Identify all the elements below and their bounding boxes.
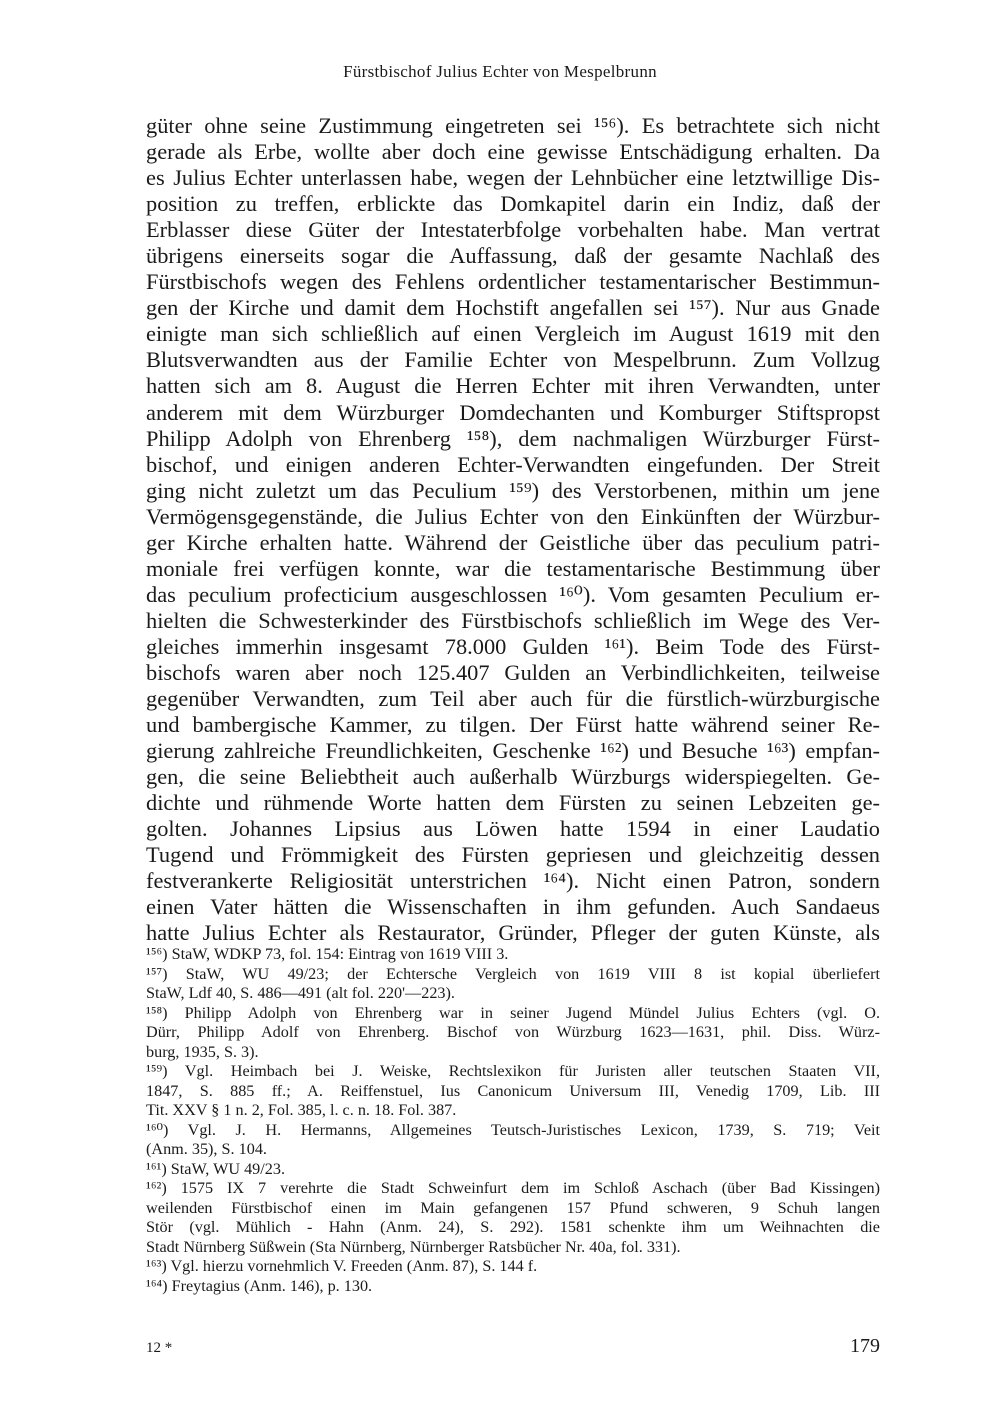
text-line: ger Kirche erhalten hatte. Während der Geistliche über das peculium patri- [146,529,880,555]
footnote-line: ¹⁶²) 1575 IX 7 verehrte die Stadt Schweinfurt dem im Schloß Aschach (über Bad Kissingen) [146,1179,880,1197]
footnote-line: Dürr, Philipp Adolf von Ehrenberg. Bischof von Würzburg 1623—1631, phil. Diss. Würz- [146,1023,880,1041]
text-line: Blutsverwandten aus der Familie Echter von Mespelbrunn. Zum Vollzug [146,347,880,373]
text-line: festverankerte Religiosität unterstrichen ¹⁶⁴). Nicht einen Patron, sondern [146,868,880,894]
text-line: Vermögensgegenstände, die Julius Echter von den Einkünften der Würzbur- [146,503,880,529]
text-line: ging nicht zuletzt um das Peculium ¹⁵⁹) des Verstorbenen, mithin um jene [146,477,880,503]
footnote-line: Stör (vgl. Mühlich - Hahn (Anm. 24), S. 292). 1581 schenkte ihm um Weihnachten die [146,1218,880,1236]
text-line: dichte und rühmende Worte hatten dem Fürsten zu seinen Lebzeiten ge- [146,790,880,816]
text-line: gleiches immerhin insgesamt 78.000 Gulden ¹⁶¹). Beim Tode des Fürst- [146,633,880,659]
text-line: gerade als Erbe, wollte aber doch eine gewisse Entschädigung erhalten. Da [146,139,880,165]
text-line: Fürstbischofs wegen des Fehlens ordentlicher testamentarischer Bestimmun- [146,269,880,295]
text-line: Erblasser diese Güter der Intestaterbfolge vorbehalten habe. Man vertrat [146,217,880,243]
text-line: und bambergische Kammer, zu tilgen. Der Fürst hatte während seiner Re- [146,712,880,738]
text-line: moniale frei verfügen konnte, war die testamentarische Bestimmung über [146,555,880,581]
text-line: gen der Kirche und damit dem Hochstift angefallen sei ¹⁵⁷). Nur aus Gnade [146,295,880,321]
text-line: anderem mit dem Würzburger Domdechanten und Komburger Stiftspropst [146,399,880,425]
text-line: gen, die seine Beliebtheit auch außerhalb Würzburgs widerspiegelten. Ge- [146,764,880,790]
footnote-line: ¹⁵⁶) StaW, WDKP 73, fol. 154: Eintrag von 1619 VIII 3. [146,945,509,963]
text-line: bischofs waren aber noch 125.407 Gulden an Verbindlichkeiten, teilweise [146,659,880,685]
footnote-line: ¹⁶⁴) Freytagius (Anm. 146), p. 130. [146,1276,373,1295]
text-line: einigte man sich schließlich auf einen Vergleich im August 1619 mit den [146,321,880,347]
footnote-line: StaW, Ldf 40, S. 486—491 (alt fol. 220'—223). [146,984,455,1002]
text-line: position zu treffen, erblickte das Domkapitel darin ein Indiz, daß der [146,191,880,217]
text-line: übrigens einerseits sogar die Auffassung, daß der gesamte Nachlaß des [146,243,880,269]
running-head: Fürstbischof Julius Echter von Mespelbrunn [343,62,657,81]
text-line: einen Vater hätten die Wissenschaften in ihm gefunden. Auch Sandaeus [146,894,880,920]
text-line: das peculium profecticium ausgeschlossen ¹⁶⁰). Vom gesamten Peculium er- [146,581,880,607]
main-text [146,113,880,947]
footnote-line: 1847, S. 885 ff.; A. Reiffenstuel, Ius Canonicum Universum III, Venedig 1709, Lib. III [146,1081,880,1100]
footnote-line: weilenden Fürstbischof einen im Main gefangenen 157 Pfund schweren, 9 Schuh langen [146,1198,880,1217]
footnote-line: ¹⁶⁰) Vgl. J. H. Hermanns, Allgemeines Teutsch-Juristisches Lexicon, 1739, S. 719; Veit [146,1120,880,1139]
text-line: bischof, und einigen anderen Echter-Verwandten eingefunden. Der Streit [146,451,880,477]
text-line: Philipp Adolph von Ehrenberg ¹⁵⁸), dem nachmaligen Würzburger Fürst- [146,425,880,451]
footnote-line: ¹⁵⁸) Philipp Adolph von Ehrenberg war in seiner Jugend Mündel Julius Echters (vgl. O. [146,1003,880,1022]
footnote-line: ¹⁶¹) StaW, WU 49/23. [146,1159,285,1178]
text-line: güter ohne seine Zustimmung eingetreten sei ¹⁵⁶). Es betrachtete sich nicht [146,113,880,138]
footnote-line: (Anm. 35), S. 104. [146,1140,267,1158]
text-line: hielten die Schwesterkinder des Fürstbischofs schließlich im Wege des Ver- [146,607,880,633]
footnote-line: ¹⁵⁹) Vgl. Heimbach bei J. Weiske, Rechtslexikon für Juristen aller teutschen Staaten VII, [146,1062,880,1080]
page-number: 179 [850,1335,880,1357]
footnote-line: ¹⁵⁷) StaW, WU 49/23; der Echtersche Vergleich von 1619 VIII 8 ist kopial überliefert [146,964,880,983]
signature-mark: 12 * [146,1340,173,1356]
text-line: golten. Johannes Lipsius aus Löwen hatte 1594 in einer Laudatio [146,816,880,842]
footnote-line: Stadt Nürnberg Süßwein (Sta Nürnberg, Nürnberger Ratsbücher Nr. 40a, fol. 331). [146,1237,681,1256]
text-line: gegenüber Verwandten, zum Teil aber auch für die fürstlich-würzburgische [146,686,880,712]
text-line: Tugend und Frömmigkeit des Fürsten gepriesen und gleichzeitig dessen [146,842,880,868]
footnote-line: Tit. XXV § 1 n. 2, Fol. 385, l. c. n. 18. Fol. 387. [146,1101,457,1119]
footnotes [146,945,880,1296]
footnote-line: ¹⁶³) Vgl. hierzu vornehmlich V. Freeden (Anm. 87), S. 144 f. [146,1257,538,1275]
text-line: es Julius Echter unterlassen habe, wegen der Lehnbücher eine letztwillige Dis- [146,165,880,191]
footnote-line: burg, 1935, S. 3). [146,1042,259,1061]
text-line: hatten sich am 8. August die Herren Echter mit ihren Verwandten, unter [146,373,880,399]
text-line: gierung zahlreiche Freundlichkeiten, Geschenke ¹⁶²) und Besuche ¹⁶³) empfan- [146,738,880,764]
text-line: hatte Julius Echter als Restaurator, Gründer, Pfleger der guten Künste, als [146,920,880,946]
